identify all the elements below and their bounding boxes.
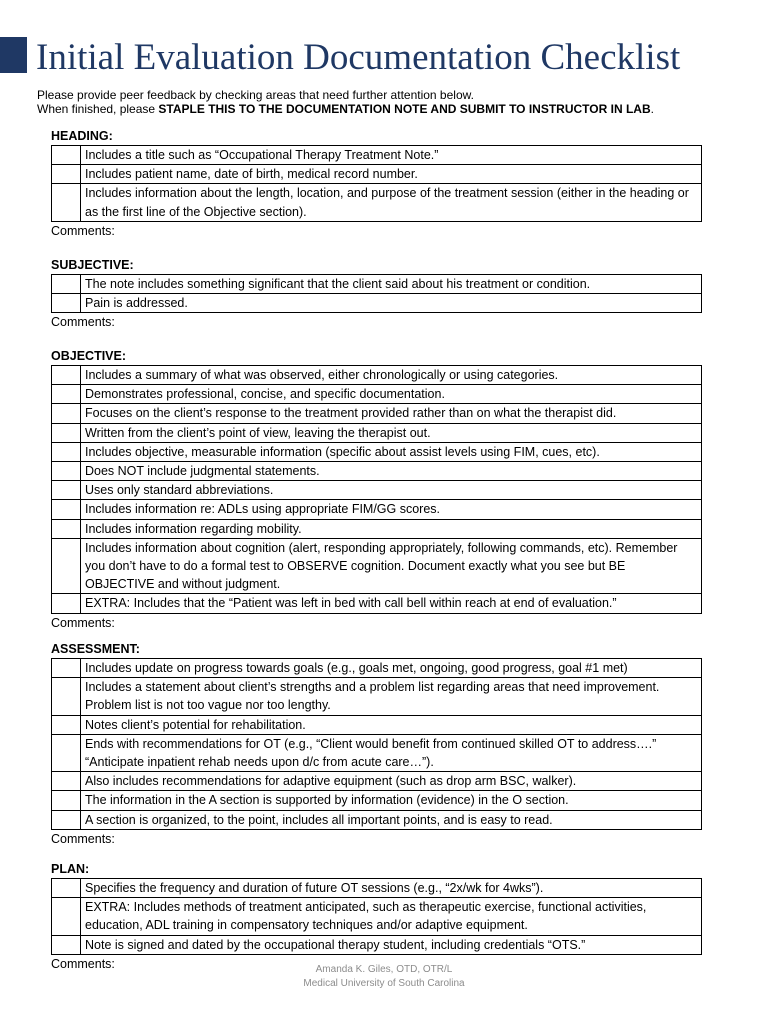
checklist-item-text: Focuses on the client’s response to the treatment provided rather than on what the therapist did. (81, 404, 702, 423)
checkbox-cell[interactable] (52, 659, 81, 678)
checkbox-cell[interactable] (52, 404, 81, 423)
section-objective (51, 347, 702, 632)
checklist-item-text: EXTRA: Includes that the “Patient was left in bed with call bell within reach at end of evaluation.” (81, 594, 702, 613)
checkbox-cell[interactable] (52, 898, 81, 935)
checkbox-cell[interactable] (52, 423, 81, 442)
checklist-item-text: Includes a title such as “Occupational Therapy Treatment Note.” (81, 146, 702, 165)
section-label: SUBJECTIVE: (51, 258, 134, 272)
section-assessment (51, 640, 702, 848)
checkbox-cell[interactable] (52, 442, 81, 461)
checklist-row (52, 678, 702, 715)
section-heading (51, 127, 702, 240)
checklist-item-text: Includes update on progress towards goals (e.g., goals met, ongoing, good progress, goal #1 met) (81, 659, 702, 678)
footer-author: Amanda K. Giles, OTD, OTR/L (315, 964, 453, 975)
checklist-item-text: Pain is addressed. (81, 294, 702, 313)
checkbox-cell[interactable] (52, 594, 81, 613)
checklist-item-text: Includes information re: ADLs using appropriate FIM/GG scores. (81, 500, 702, 519)
checklist-row (52, 462, 702, 481)
checkbox-cell[interactable] (52, 481, 81, 500)
checkbox-cell[interactable] (52, 791, 81, 810)
checklist-item-text: Specifies the frequency and duration of future OT sessions (e.g., “2x/wk for 4wks”). (81, 879, 702, 898)
checklist-item-text: Includes information regarding mobility. (81, 519, 702, 538)
section-label: HEADING: (51, 129, 113, 143)
checklist-item-text: The note includes something significant that the client said about his treatment or condition. (81, 275, 702, 294)
checklist-row (52, 898, 702, 935)
checkbox-cell[interactable] (52, 184, 81, 221)
section-plan (51, 860, 702, 973)
checklist-item-text: The information in the A section is supported by information (evidence) in the O section. (81, 791, 702, 810)
checklist-table (51, 658, 702, 830)
checklist-row (52, 165, 702, 184)
checklist-item-text: Includes patient name, date of birth, medical record number. (81, 165, 702, 184)
instructions (37, 88, 654, 116)
checklist-row (52, 935, 702, 954)
checklist-item-text: Notes client’s potential for rehabilitation. (81, 715, 702, 734)
instructions-line-2-prefix: When finished, please (37, 102, 159, 116)
checklist-row (52, 810, 702, 829)
checkbox-cell[interactable] (52, 462, 81, 481)
section-label: ASSESSMENT: (51, 642, 140, 656)
footer-institution: Medical University of South Carolina (303, 978, 465, 989)
checklist-item-text: Uses only standard abbreviations. (81, 481, 702, 500)
checklist-row (52, 423, 702, 442)
checklist-row (52, 734, 702, 771)
checkbox-cell[interactable] (52, 935, 81, 954)
checklist-row (52, 275, 702, 294)
checkbox-cell[interactable] (52, 879, 81, 898)
checkbox-cell[interactable] (52, 519, 81, 538)
comments-label: Comments: (51, 615, 115, 630)
checkbox-cell[interactable] (52, 165, 81, 184)
instructions-line-2-bold: STAPLE THIS TO THE DOCUMENTATION NOTE AND SUBMIT TO INSTRUCTOR IN LAB (158, 102, 651, 116)
checklist-item-text: Includes information about the length, location, and purpose of the treatment session (either in the heading or as the first line of the Objective section). (81, 184, 702, 221)
checklist-row (52, 146, 702, 165)
checkbox-cell[interactable] (52, 810, 81, 829)
checkbox-cell[interactable] (52, 678, 81, 715)
checkbox-cell[interactable] (52, 294, 81, 313)
checklist-row (52, 385, 702, 404)
checklist-row (52, 538, 702, 594)
comments-label: Comments: (51, 956, 115, 971)
comments-label: Comments: (51, 223, 115, 238)
checklist-row (52, 519, 702, 538)
checklist-item-text: Written from the client’s point of view, leaving the therapist out. (81, 423, 702, 442)
checklist-row (52, 184, 702, 221)
checklist-item-text: Includes a statement about client’s strengths and a problem list regarding areas that need improvement. Problem list is not too vague nor too lengthy. (81, 678, 702, 715)
checklist-table (51, 274, 702, 313)
checklist-table (51, 365, 702, 614)
comments-label: Comments: (51, 315, 115, 330)
checklist-item-text: EXTRA: Includes methods of treatment anticipated, such as therapeutic exercise, functional activities, education, ADL training in compensatory techniques and/or adaptive equipment. (81, 898, 702, 935)
title-accent-bar (0, 37, 27, 73)
checklist-item-text: Ends with recommendations for OT (e.g., “Client would benefit from continued skilled OT to address….” “Anticipate inpatient rehab needs upon d/c from acute care…”). (81, 734, 702, 771)
checkbox-cell[interactable] (52, 734, 81, 771)
page-title: Initial Evaluation Documentation Checklist (36, 37, 681, 78)
checklist-row (52, 442, 702, 461)
checklist-row (52, 404, 702, 423)
instructions-line-2-suffix: . (650, 102, 654, 116)
instructions-line-2 (37, 102, 654, 116)
checklist-item-text: Includes a summary of what was observed, either chronologically or using categories. (81, 366, 702, 385)
comments-label: Comments: (51, 831, 115, 846)
checkbox-cell[interactable] (52, 772, 81, 791)
checkbox-cell[interactable] (52, 538, 81, 594)
checklist-row (52, 659, 702, 678)
checklist-item-text: A section is organized, to the point, includes all important points, and is easy to read. (81, 810, 702, 829)
checklist-row (52, 366, 702, 385)
checklist-item-text: Includes information about cognition (alert, responding appropriately, following commands, etc). Remember you don’t have to do a formal test to OBSERVE cognition. Document exactly what you see but BE OBJECTIVE and without judgment. (81, 538, 702, 594)
checkbox-cell[interactable] (52, 500, 81, 519)
checkbox-cell[interactable] (52, 366, 81, 385)
checklist-row (52, 715, 702, 734)
section-label: PLAN: (51, 862, 90, 876)
checklist-table (51, 145, 702, 222)
checklist-row (52, 594, 702, 613)
checklist-item-text: Includes objective, measurable information (specific about assist levels using FIM, cues, etc). (81, 442, 702, 461)
checklist-table (51, 878, 702, 955)
checklist-row (52, 500, 702, 519)
checklist-item-text: Note is signed and dated by the occupational therapy student, including credentials “OTS.” (81, 935, 702, 954)
checklist-row (52, 772, 702, 791)
footer (0, 963, 768, 991)
checkbox-cell[interactable] (52, 146, 81, 165)
checkbox-cell[interactable] (52, 385, 81, 404)
checklist-item-text: Also includes recommendations for adaptive equipment (such as drop arm BSC, walker). (81, 772, 702, 791)
checkbox-cell[interactable] (52, 715, 81, 734)
checkbox-cell[interactable] (52, 275, 81, 294)
checklist-row (52, 791, 702, 810)
section-subjective (51, 256, 702, 331)
checklist-item-text: Demonstrates professional, concise, and specific documentation. (81, 385, 702, 404)
section-label: OBJECTIVE: (51, 349, 127, 363)
checklist-row (52, 481, 702, 500)
checklist-row (52, 294, 702, 313)
instructions-line-1: Please provide peer feedback by checking areas that need further attention below. (37, 88, 474, 102)
checklist-row (52, 879, 702, 898)
checklist-item-text: Does NOT include judgmental statements. (81, 462, 702, 481)
